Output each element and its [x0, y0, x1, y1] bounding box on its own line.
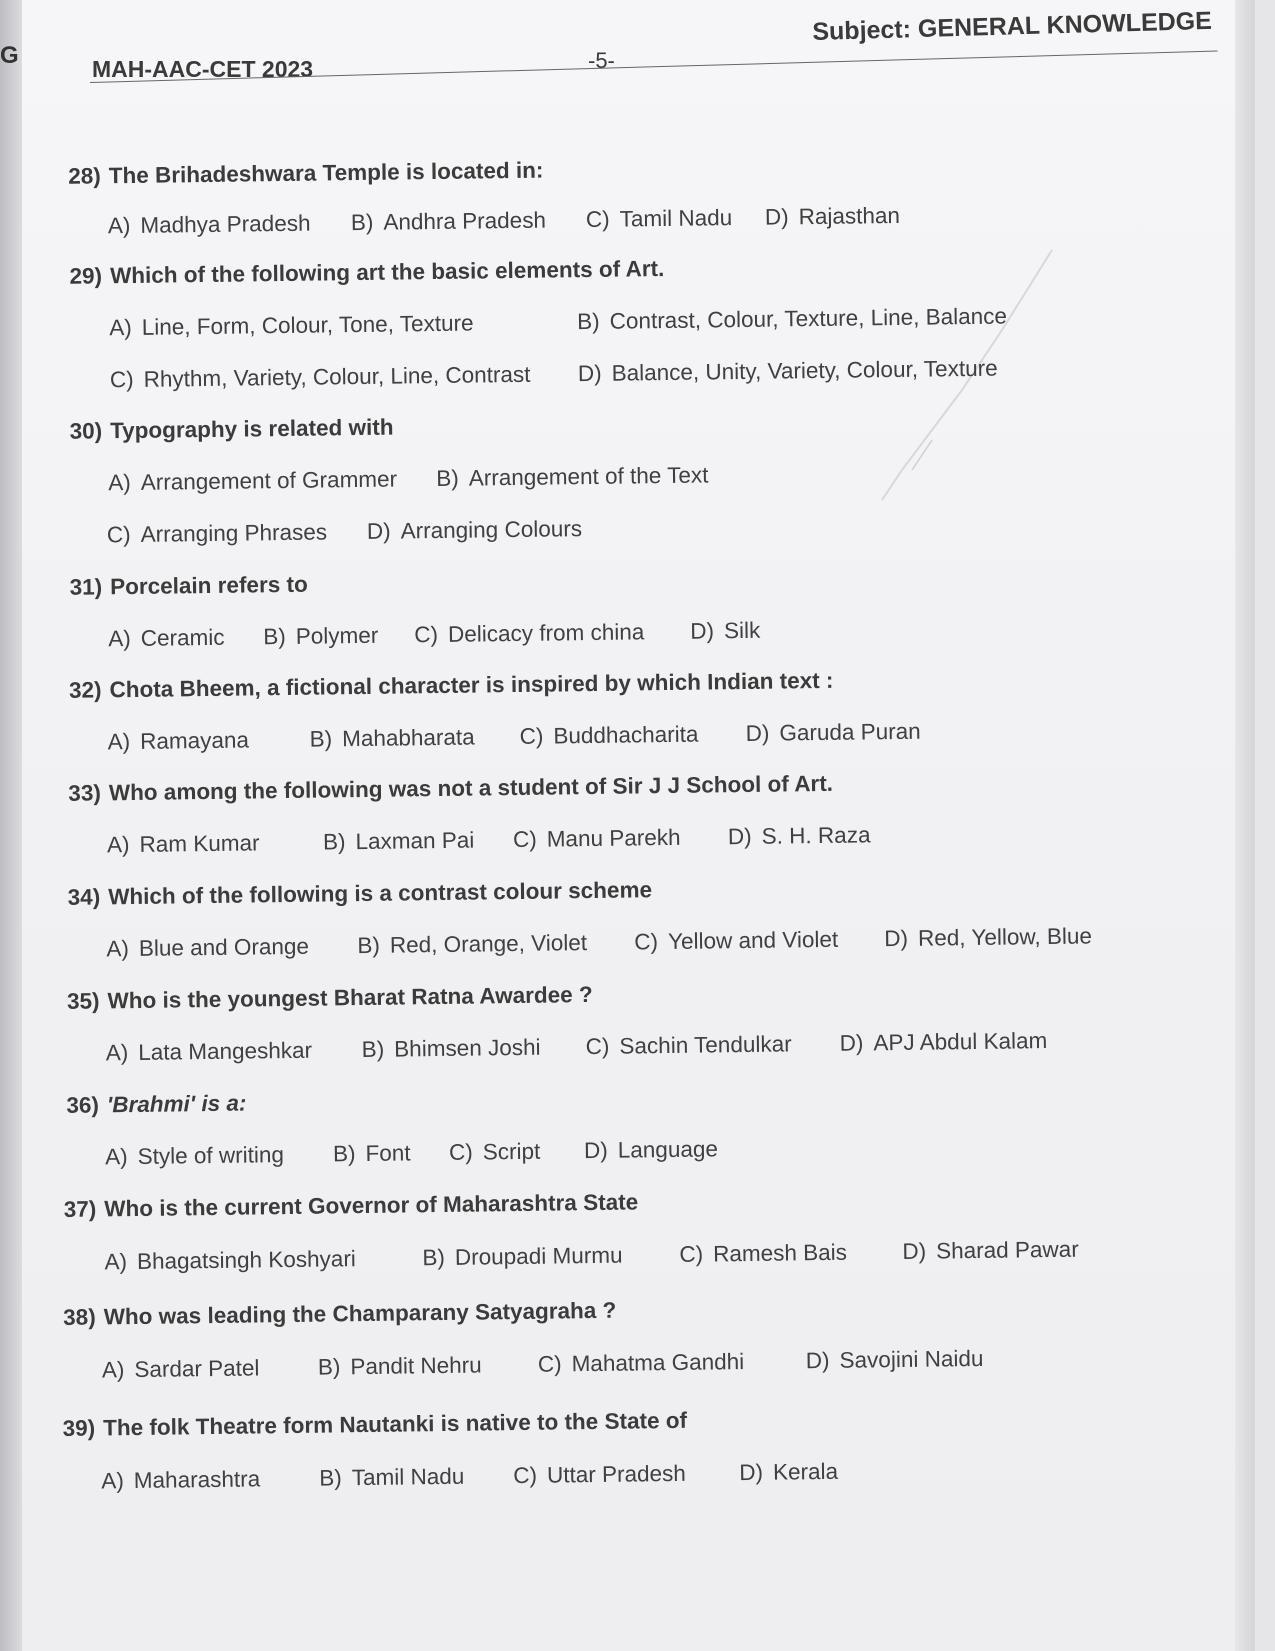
option-30-a[interactable]: A) Arrangement of Grammer	[108, 466, 398, 496]
question-38	[63, 1298, 616, 1331]
previous-page-edge-text: G	[0, 42, 19, 69]
option-33-d[interactable]: D) S. H. Raza	[727, 822, 871, 850]
option-36-c[interactable]: C) Script	[448, 1138, 541, 1165]
option-39-b[interactable]: B) Tamil Nadu	[319, 1463, 465, 1491]
option-32-d[interactable]: D) Garuda Puran	[745, 718, 921, 746]
exam-page	[22, 0, 1255, 1651]
page-edge-shadow	[1235, 0, 1255, 1651]
page-number: -5-	[588, 48, 615, 73]
option-35-d[interactable]: D) APJ Abdul Kalam	[839, 1028, 1048, 1056]
option-30-b[interactable]: B) Arrangement of the Text	[436, 462, 709, 492]
question-number: 37)	[63, 1196, 97, 1222]
question-number: 33)	[68, 780, 102, 806]
question-number: 28)	[68, 163, 101, 189]
question-number: 30)	[69, 418, 103, 444]
option-35-b[interactable]: B) Bhimsen Joshi	[361, 1034, 541, 1063]
option-38-a[interactable]: A) Sardar Patel	[101, 1355, 260, 1383]
question-34	[68, 877, 653, 911]
option-32-a[interactable]: A) Ramayana	[107, 727, 250, 755]
option-38-c[interactable]: C) Mahatma Gandhi	[537, 1349, 745, 1377]
option-28-c[interactable]: C) Tamil Nadu	[585, 205, 733, 233]
question-33	[68, 771, 833, 807]
question-30	[69, 415, 393, 445]
option-32-c[interactable]: C) Buddhacharita	[519, 721, 699, 749]
option-31-a[interactable]: A) Ceramic	[108, 624, 225, 652]
option-29-b[interactable]: B) Contrast, Colour, Texture, Line, Balance	[577, 303, 1008, 335]
exam-title: MAH-AAC-CET 2023	[92, 56, 314, 82]
option-35-c[interactable]: C) Sachin Tendulkar	[585, 1031, 792, 1060]
option-34-d[interactable]: D) Red, Yellow, Blue	[884, 923, 1093, 952]
question-text: Porcelain refers to	[109, 571, 308, 600]
option-39-a[interactable]: A) Maharashtra	[101, 1466, 261, 1494]
option-39-d[interactable]: D) Kerala	[739, 1458, 839, 1486]
option-30-c[interactable]: C) Arranging Phrases	[106, 519, 328, 548]
binding-shadow	[0, 0, 22, 1651]
question-number: 35)	[66, 988, 100, 1014]
option-37-c[interactable]: C) Ramesh Bais	[679, 1239, 848, 1267]
question-text: Who was leading the Champarany Satyagraha ?	[103, 1297, 617, 1330]
option-38-b[interactable]: B) Pandit Nehru	[317, 1352, 482, 1380]
question-number: 29)	[69, 263, 103, 289]
option-29-c[interactable]: C) Rhythm, Variety, Colour, Line, Contrast	[109, 361, 531, 393]
option-28-b[interactable]: B) Andhra Pradesh	[350, 207, 547, 236]
option-34-b[interactable]: B) Red, Orange, Violet	[357, 930, 588, 959]
option-34-c[interactable]: C) Yellow and Violet	[634, 926, 839, 955]
option-36-a[interactable]: A) Style of writing	[104, 1142, 285, 1170]
question-39	[62, 1408, 687, 1442]
question-text: The folk Theatre form Nautanki is native to the State of	[103, 1407, 688, 1441]
question-29	[69, 256, 664, 290]
question-number: 36)	[66, 1092, 100, 1118]
option-28-d[interactable]: D) Rajasthan	[764, 202, 901, 230]
option-31-b[interactable]: B) Polymer	[263, 622, 379, 650]
option-28-a[interactable]: A) Madhya Pradesh	[107, 210, 311, 239]
subject-title: Subject: GENERAL KNOWLEDGE	[812, 6, 1213, 46]
question-text: 'Brahmi' is a:	[106, 1090, 247, 1118]
option-32-b[interactable]: B) Mahabharata	[309, 724, 475, 752]
option-33-b[interactable]: B) Laxman Pai	[322, 827, 475, 855]
option-29-a[interactable]: A) Line, Form, Colour, Tone, Texture	[109, 310, 474, 341]
question-number: 32)	[68, 677, 102, 703]
option-37-a[interactable]: A) Bhagatsingh Koshyari	[104, 1246, 357, 1275]
question-text: Who is the current Governor of Maharashtra State	[104, 1189, 639, 1222]
option-35-a[interactable]: A) Lata Mangeshkar	[105, 1037, 313, 1066]
option-37-b[interactable]: B) Droupadi Murmu	[422, 1242, 623, 1271]
option-33-c[interactable]: C) Manu Parekh	[512, 824, 681, 853]
question-text: Which of the following art the basic elements of Art.	[109, 256, 665, 289]
question-35	[67, 982, 593, 1015]
option-31-d[interactable]: D) Silk	[690, 617, 761, 644]
question-37	[64, 1189, 639, 1223]
question-32	[69, 668, 834, 704]
option-34-a[interactable]: A) Blue and Orange	[106, 933, 310, 962]
question-31	[69, 572, 307, 601]
question-text: Which of the following is a contrast colour scheme	[108, 877, 653, 910]
question-number: 38)	[63, 1304, 96, 1330]
option-37-d[interactable]: D) Sharad Pawar	[902, 1236, 1079, 1264]
option-39-c[interactable]: C) Uttar Pradesh	[513, 1460, 687, 1489]
option-33-a[interactable]: A) Ram Kumar	[106, 830, 260, 858]
question-36	[66, 1091, 246, 1119]
question-text: Typography is related with	[109, 414, 394, 444]
question-text: Chota Bheem, a fictional character is inspired by which Indian text :	[109, 667, 834, 703]
option-38-d[interactable]: D) Savojini Naidu	[805, 1345, 984, 1374]
question-text: Who among the following was not a student of Sir J J School of Art.	[108, 770, 834, 806]
option-29-d[interactable]: D) Balance, Unity, Variety, Colour, Texture	[577, 355, 998, 387]
question-text: Who is the youngest Bharat Ratna Awardee ?	[107, 982, 593, 1014]
option-36-b[interactable]: B) Font	[332, 1140, 411, 1167]
option-30-d[interactable]: D) Arranging Colours	[366, 516, 583, 544]
option-36-d[interactable]: D) Language	[583, 1136, 719, 1164]
question-number: 31)	[69, 574, 103, 600]
question-28	[68, 158, 544, 190]
option-31-c[interactable]: C) Delicacy from china	[414, 619, 645, 648]
question-text: The Brihadeshwara Temple is located in:	[108, 157, 544, 189]
question-number: 39)	[62, 1415, 96, 1441]
question-number: 34)	[67, 884, 101, 910]
